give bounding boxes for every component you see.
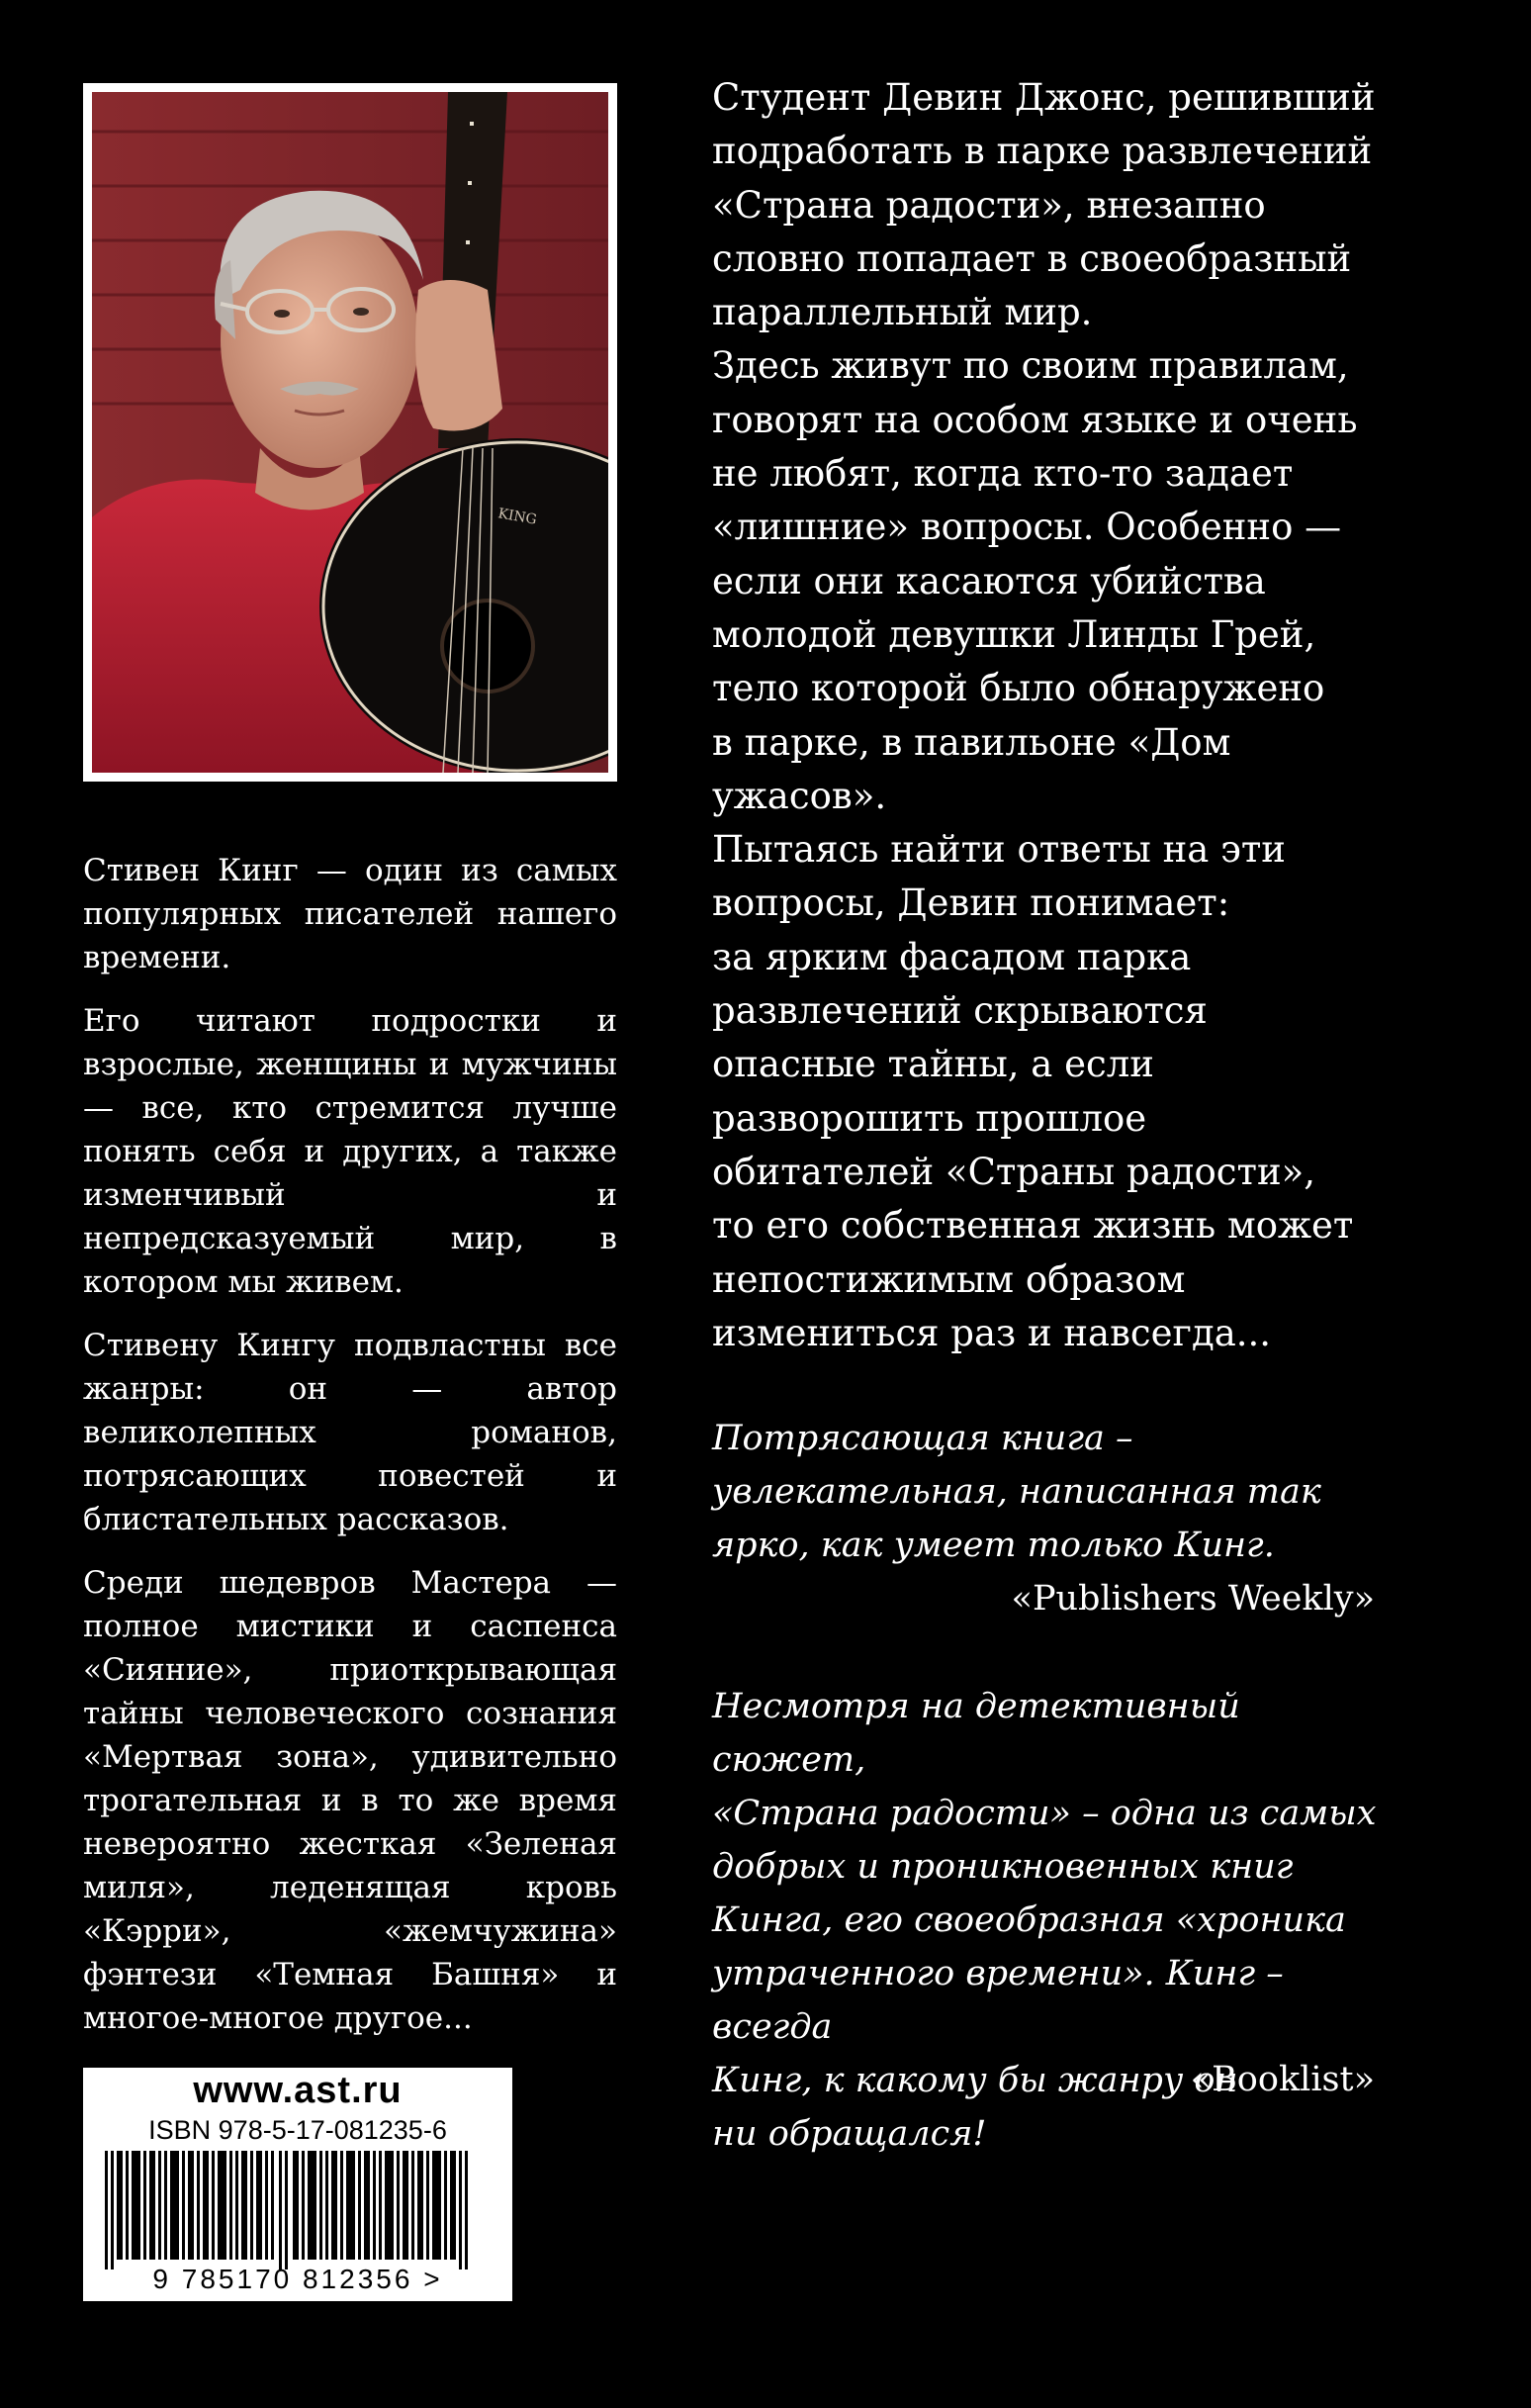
review-source-2: «Booklist» [1190, 2060, 1375, 2099]
isbn-barcode-block [83, 2068, 512, 2301]
bio-paragraph: Его читают подростки и взрослые, женщины и мужчины — все, кто стремится лучше понять себя и других, а также изменчивый и непредсказуемый мир, в котором мы живем. [83, 1003, 617, 1300]
svg-text:KING: KING [496, 506, 538, 528]
barcode-icon [105, 2151, 471, 2269]
author-photo [83, 83, 617, 782]
barcode-digits: 9 785170 812356 > [152, 2264, 443, 2294]
book-description [712, 71, 1424, 1360]
author-photo-icon [92, 92, 608, 773]
author-bio [83, 849, 617, 2060]
isbn-number: ISBN 978-5-17-081235-6 [148, 2115, 447, 2145]
publisher-url: www.ast.ru [193, 2070, 403, 2111]
description-text: Студент Девин Джонс, решивший подработать в парке развлечений «Страна радости», внезапно словно попадает в своеобразный параллельный мир. Здесь живут по своим правилам, говорят на особом языке и очень не любят, когда кто-то задает «лишние» вопросы. Особенно — если они касаются убийства молодой девушки Линды Грей, тело которой было обнаружено в парке, в павильоне «Дом ужасов». Пытаясь найти ответы на эти вопросы, Девин понимает: за ярким фасадом парка развлечений скрываются опасные тайны, а если разворошить прошлое обитателей «Страны радости», то его собственная жизнь может непостижимым образом измениться раз и навсегда... [712, 76, 1376, 1354]
bio-paragraph: Стивен Кинг — один из самых популярных писателей нашего времени. [83, 853, 617, 975]
review-quote-1: Потрясающая книга – увлекательная, написанная так ярко, как умеет только Кинг. [712, 1419, 1321, 1565]
review-quote-2: Несмотря на детективный сюжет, «Страна радости» – одна из самых добрых и проникновенных книг Кинга, его своеобразная «хроника утраченного времени». Кинг – всегда Кинг, к какому бы жанру он ни обращался! [712, 1687, 1377, 2154]
bio-paragraph: Стивену Кингу подвластны все жанры: он — автор великолепных романов, потрясающих повестей и блистательных рассказов. [83, 1328, 617, 1537]
review-source-1: «Publishers Weekly» [1011, 1579, 1375, 1619]
bio-paragraph: Среди шедевров Мастера — полное мистики и саспенса «Сияние», приоткрывающая тайны человеческого сознания «Мертвая зона», удивительно трогательная и в то же время невероятно жесткая «Зеленая миля», леденящая кровь «Кэрри», «жемчужина» фэнтези «Темная Башня» и многое-многое другое... [83, 1565, 617, 2036]
